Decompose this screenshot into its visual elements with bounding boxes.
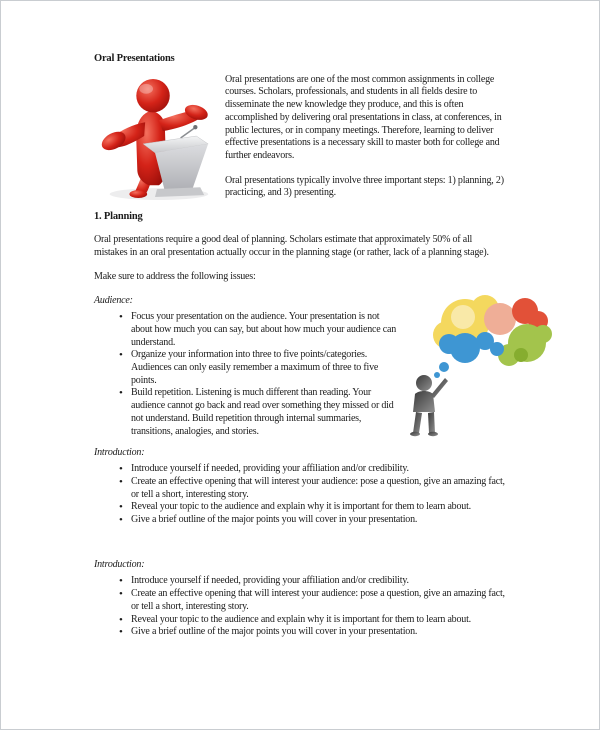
bullet-item: • Give a brief outline of the major points you will cover in your presentation. <box>94 626 507 639</box>
bullet-item: • Introduce yourself if needed, providing your affiliation and/or credibility. <box>94 463 507 476</box>
audience-text-column <box>94 284 401 439</box>
introduction-bullet-list <box>94 463 507 527</box>
introduction-repeat-heading: Introduction: <box>94 558 145 570</box>
planning-heading: 1. Planning <box>94 210 143 222</box>
intro-section <box>94 74 507 202</box>
page-title: Oral Presentations <box>94 53 175 64</box>
introduction-repeat-bullet-list <box>94 575 507 639</box>
introduction-heading: Introduction: <box>94 446 145 458</box>
bullet-item: • Introduce yourself if needed, providing your affiliation and/or credibility. <box>94 575 507 588</box>
bullet-item: • Focus your presentation on the audience. Your presentation is not about how much you can say, but about how much your audience can understand. <box>94 311 401 349</box>
bullet-item: • Build repetition. Listening is much different than reading. Your audience cannot go back and read over something they missed or did not understand. Build repetition through internal summaries, transitions, analogies, and stories. <box>94 387 401 438</box>
presenter-at-podium-icon <box>94 74 216 202</box>
bullet-item: • Reveal your topic to the audience and explain why it is important for them to learn about. <box>94 501 507 514</box>
intro-paragraph-1: Oral presentations are one of the most common assignments in college courses. Scholars, professionals, and students in all fields desire to disseminate the new knowledge they produce, and this is often accomplished by delivering oral presentations in class, at conferences, in public lectures, or in company meetings. Therefore, learning to deliver effective presentations is a necessary skill to master both for college and further endeavors. <box>225 73 502 161</box>
audience-section <box>94 284 558 439</box>
gray-figure <box>410 375 448 436</box>
bullet-item: • Create an effective opening that will interest your audience: pose a question, give an amazing fact, or tell a short, interesting story. <box>94 476 507 501</box>
intro-paragraph-2: Oral presentations typically involve three important steps: 1) planning, 2) practicing, and 3) presenting. <box>225 174 504 199</box>
bullet-item: • Give a brief outline of the major points you will cover in your presentation. <box>94 514 507 527</box>
puzzle-brain-thought-icon <box>401 291 558 439</box>
planning-paragraph: Oral presentations require a good deal of planning. Scholars estimate that approximately 50% of all mistakes in an oral presentation actually occur in the planning stage (or rather, lack of a planning stage). <box>94 234 489 259</box>
audience-heading: Audience: <box>94 294 133 306</box>
bullet-item: • Create an effective opening that will interest your audience: pose a question, give an amazing fact, or tell a short, interesting story. <box>94 588 507 613</box>
thinker-illustration <box>401 291 558 439</box>
bullet-item: • Organize your information into three to five points/categories. Audiences can only easily remember a maximum of three to five points. <box>94 349 401 387</box>
bullet-item: • Reveal your topic to the audience and explain why it is important for them to learn about. <box>94 614 507 627</box>
audience-bullet-list <box>94 311 401 438</box>
introduction-section <box>94 447 507 527</box>
planning-lead-in: Make sure to address the following issues: <box>94 270 256 282</box>
introduction-section-repeat <box>94 559 507 639</box>
thought-dots <box>434 362 449 378</box>
presenter-illustration <box>94 74 216 202</box>
intro-paragraphs <box>225 74 507 202</box>
puzzle-cloud <box>433 295 552 366</box>
